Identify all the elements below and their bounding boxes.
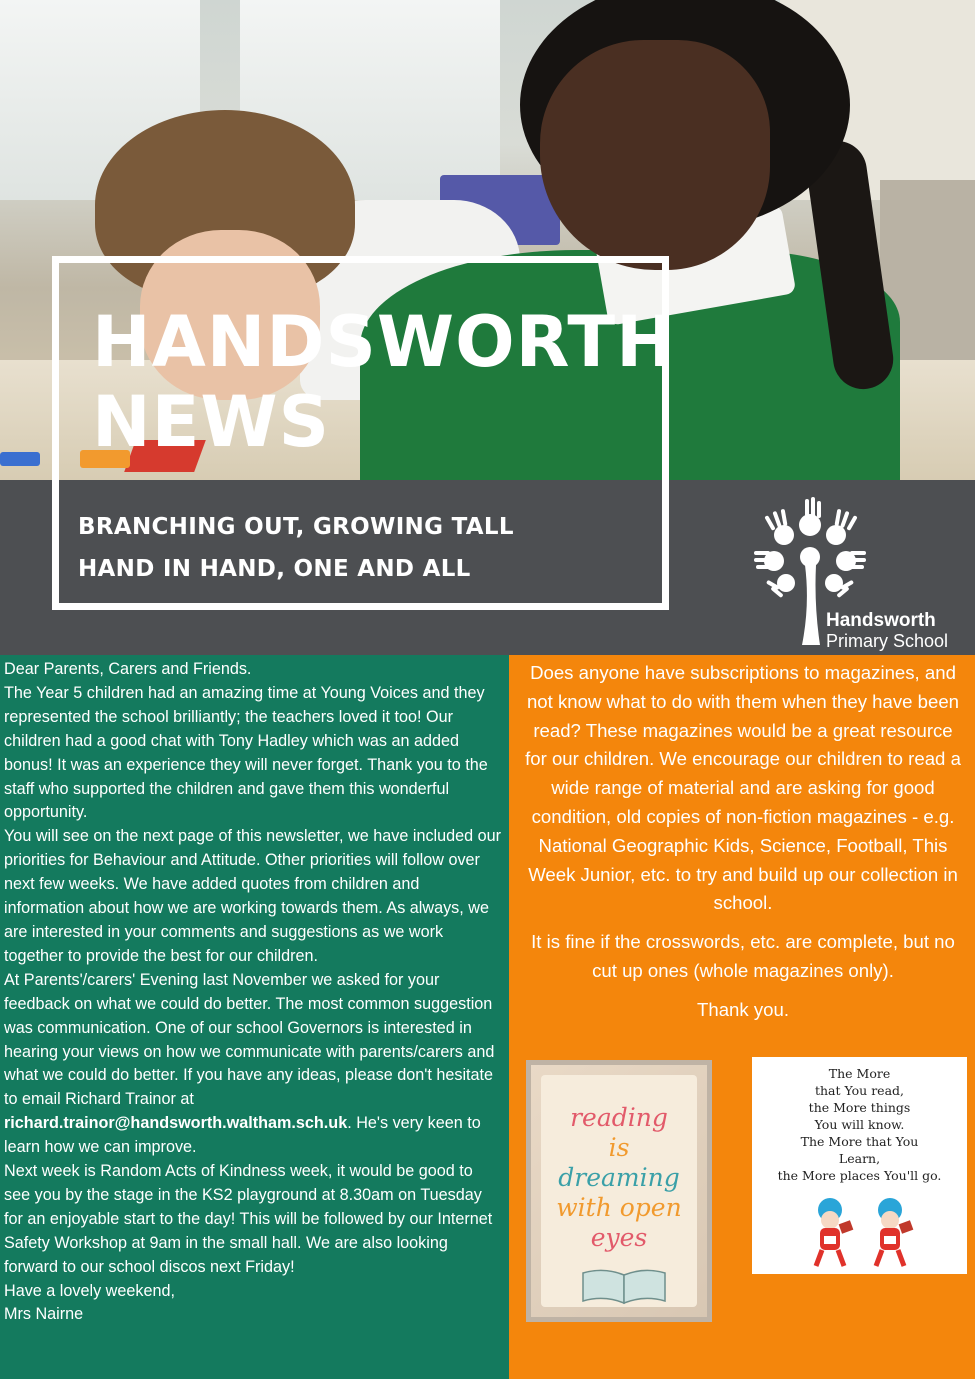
letter-paragraph-4: Next week is Random Acts of Kindness week, it would be good to see you by the stage in the KS2 playground at 8.30am on Tuesday for an enjoyable start to the day! This will be followed by our Internet Safety Workshop at 9am in the small hall. We are also looking forward to our school discos next Friday! <box>4 1162 493 1276</box>
magazine-paragraph-1: Does anyone have subscriptions to magazines, and not know what to do with them when they have been read? These magazines would be a great resource for our children. We encourage our children to read a wide range of material and are asking for good condition, old copies of non-fiction magazines - e.g. National Geographic Kids, Science, Football, This Week Junior, etc. to try and build up our collection in school. <box>525 662 961 914</box>
letter-paragraph-3 <box>4 969 503 1160</box>
letter-paragraph-3-intro: At Parents'/carers' Evening last November we asked for your feedback on what we could do better. The most common suggestion was communication. One of our school Governors is interested in hearing your views on how we communicate with parents/carers and what we could do better. If you have any ideas, please don't hesitate to email Richard Trainor at <box>4 970 495 1109</box>
seuss-quote-text <box>752 1065 967 1184</box>
motto-line-2: HAND IN HAND, ONE AND ALL <box>78 556 471 582</box>
poster-line-2: is <box>608 1133 630 1162</box>
letter-paragraph-2: You will see on the next page of this newsletter, we have included our priorities for Behaviour and Attitude. Other priorities will follow over next few weeks. We have added quotes from children and information about how we are working towards them. As always, we are interested in your comments and suggestions as we work together to provide the best for our children. <box>4 827 502 965</box>
poster-text <box>541 1103 697 1253</box>
governor-email-link[interactable]: richard.trainor@handsworth.waltham.sch.uk <box>4 1114 348 1133</box>
letter-paragraph-1: The Year 5 children had an amazing time at Young Voices and they represented the school brilliantly; the teachers loved it too! Our children had a good chat with Tony Hadley which was an added bonus! It was an experience they will never forget. Thank you to the staff who supported the children and gave them this wonderful opportunity. <box>4 683 488 822</box>
title-line-1: HANDSWORTH <box>92 301 676 383</box>
dr-seuss-quote-image <box>752 1057 967 1274</box>
seuss-line-6: Learn, <box>838 1151 881 1166</box>
seuss-line-3: the More things <box>808 1100 911 1115</box>
seuss-line-1: The More <box>828 1066 891 1081</box>
letter-closing: Have a lovely weekend, <box>4 1281 175 1300</box>
school-motto <box>78 506 514 590</box>
headteacher-letter <box>0 655 509 1379</box>
poster-line-3: dreaming <box>558 1163 680 1192</box>
seuss-line-5: The More that You <box>800 1134 919 1149</box>
magazine-thanks: Thank you. <box>697 998 789 1020</box>
poster-inner <box>541 1075 697 1307</box>
reading-poster-image <box>526 1060 712 1322</box>
letter-greeting: Dear Parents, Carers and Friends. <box>4 660 252 678</box>
letter-signature: Mrs Nairne <box>4 1305 84 1324</box>
logo-school-name: Handsworth <box>826 610 936 631</box>
photo-child2-face <box>540 40 770 270</box>
letter-paragraph-3-outro: . He's very keen to learn how we can improve. <box>4 1114 481 1157</box>
thing-characters-icon <box>792 1192 932 1270</box>
seuss-line-4: You will know. <box>814 1117 905 1132</box>
open-book-icon <box>579 1265 669 1305</box>
motto-line-1: BRANCHING OUT, GROWING TALL <box>78 514 514 540</box>
poster-line-1: reading <box>570 1103 668 1132</box>
poster-line-4: with open <box>556 1193 682 1222</box>
poster-line-5: eyes <box>590 1223 648 1252</box>
seuss-line-2: that You read, <box>814 1083 905 1098</box>
newsletter-title <box>92 302 676 462</box>
photo-blue-block <box>0 452 40 466</box>
title-line-2: NEWS <box>92 381 331 463</box>
magazine-paragraph-2: It is fine if the crosswords, etc. are complete, but no cut up ones (whole magazines only). <box>531 931 955 981</box>
logo-school-subtitle: Primary School <box>826 631 949 651</box>
seuss-line-7: the More places You'll go. <box>777 1168 942 1183</box>
